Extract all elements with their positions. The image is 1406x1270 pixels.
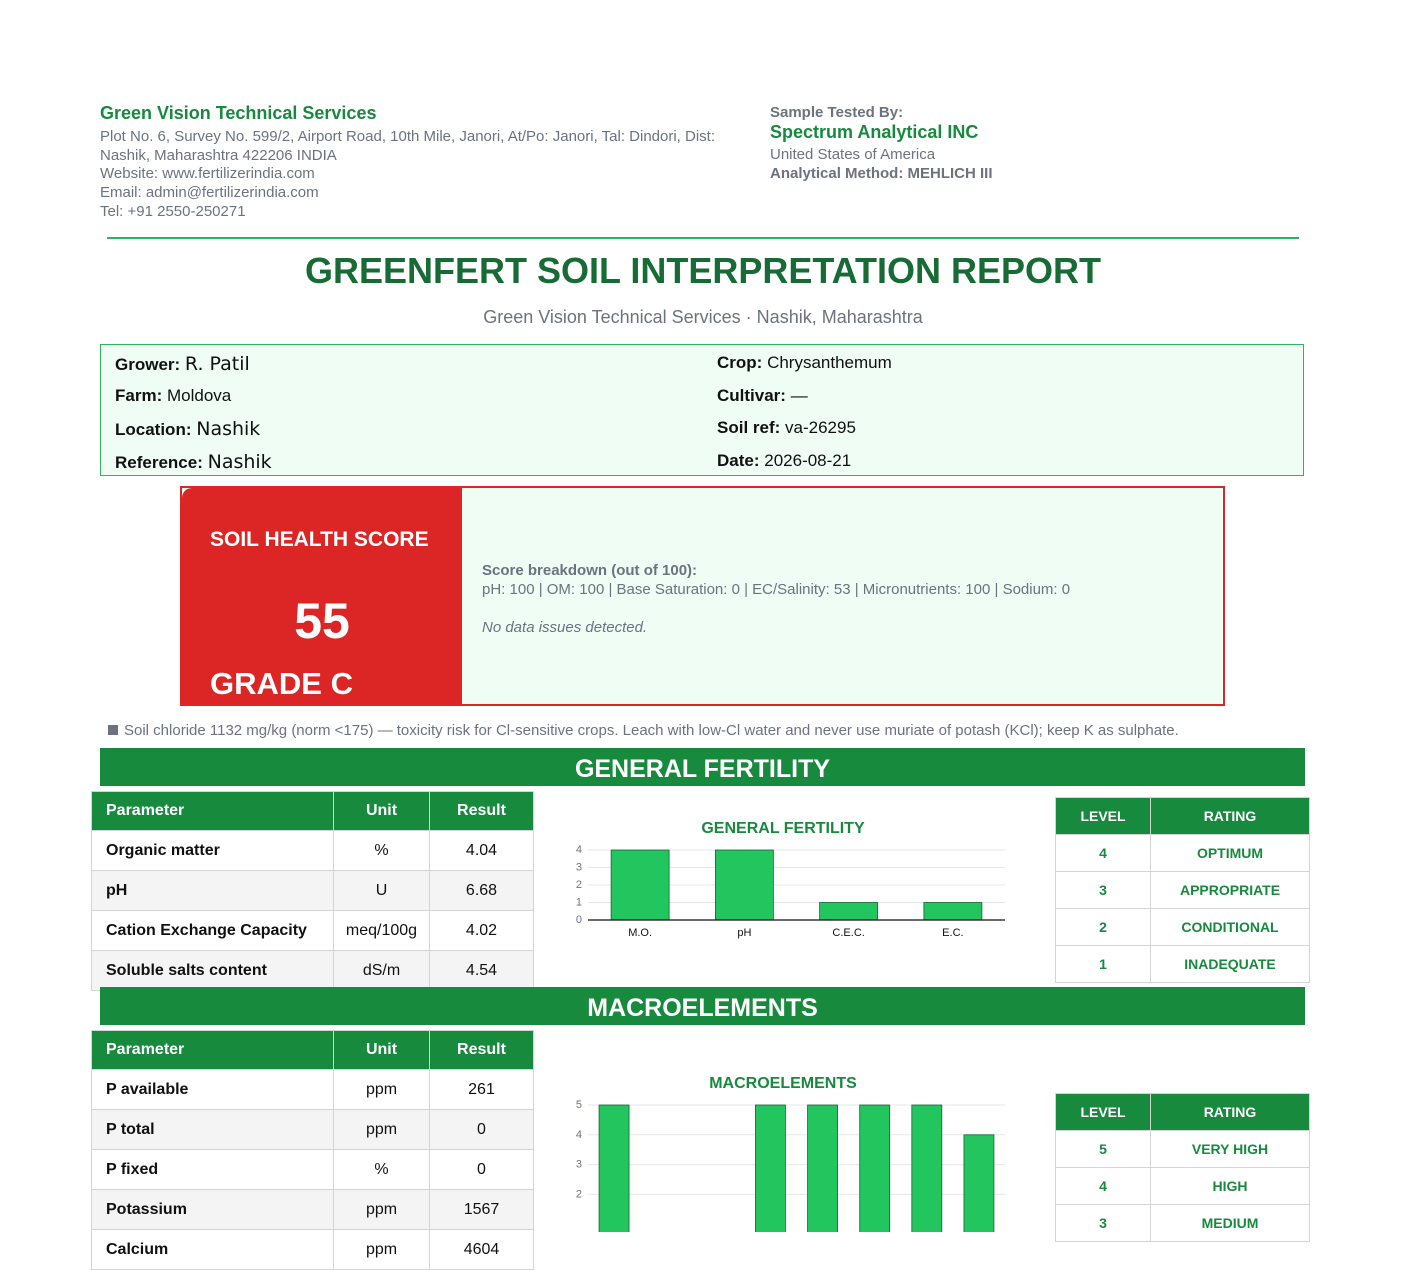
y-tick-label: 3 — [575, 861, 582, 874]
crop-value: Chrysanthemum — [767, 353, 892, 372]
bar — [964, 1135, 994, 1232]
unit-cell: meq/100g — [334, 911, 430, 951]
reference-label: Reference: — [115, 453, 203, 472]
data-issues-note: No data issues detected. — [482, 619, 648, 636]
parameter-cell: Organic matter — [92, 831, 334, 871]
location-label: Location: — [115, 420, 192, 439]
result-cell: 0 — [430, 1150, 534, 1190]
level-row — [1056, 835, 1310, 872]
level-row — [1056, 909, 1310, 946]
col-header-rating: RATING — [1151, 798, 1310, 835]
rating-cell: HIGH — [1151, 1168, 1310, 1205]
table-row — [92, 1190, 534, 1230]
rating-cell: OPTIMUM — [1151, 835, 1310, 872]
parameter-cell: Cation Exchange Capacity — [92, 911, 334, 951]
macroelements-level-table — [1055, 1093, 1310, 1242]
x-tick-label: E.C. — [942, 927, 964, 939]
cultivar-field — [717, 386, 808, 406]
col-header-unit: Unit — [334, 1031, 430, 1070]
result-cell: 0 — [430, 1110, 534, 1150]
company-address: Plot No. 6, Survey No. 599/2, Airport Road, 10th Mile, Janori, At/Po: Janori, Tal: Dindori, Dist: Nashik, Maharashtra 422206 INDIA — [100, 128, 716, 164]
reference-field — [115, 451, 272, 473]
soil-health-score-box — [180, 486, 1225, 706]
section-band-macroelements: MACROELEMENTS — [100, 987, 1305, 1025]
bar — [715, 850, 773, 920]
y-tick-label: 3 — [575, 1158, 582, 1171]
parameter-cell: P available — [92, 1070, 334, 1110]
rating-cell: CONDITIONAL — [1151, 909, 1310, 946]
table-row — [92, 1150, 534, 1190]
rating-cell: APPROPRIATE — [1151, 872, 1310, 909]
company-website: Website: www.fertilizerindia.com — [100, 165, 315, 182]
company-tel: Tel: +91 2550-250271 — [100, 203, 246, 220]
unit-cell: U — [334, 871, 430, 911]
unit-cell: ppm — [334, 1190, 430, 1230]
table-row — [92, 911, 534, 951]
crop-field — [717, 353, 892, 373]
date-field — [717, 451, 851, 471]
general-fertility-level-table — [1055, 797, 1310, 983]
score-breakdown: pH: 100 | OM: 100 | Base Saturation: 0 | EC/Salinity: 53 | Micronutrients: 100 | Sodium: 0 — [482, 581, 1071, 598]
result-cell: 1567 — [430, 1190, 534, 1230]
date-label: Date: — [717, 451, 760, 470]
farm-label: Farm: — [115, 386, 163, 405]
level-cell: 3 — [1056, 1205, 1151, 1242]
table-row — [92, 1110, 534, 1150]
parameter-cell: P total — [92, 1110, 334, 1150]
analytical-method: Analytical Method: MEHLICH III — [770, 165, 993, 182]
score-label: SOIL HEALTH SCORE — [210, 528, 429, 551]
result-cell: 4.54 — [430, 951, 534, 991]
result-cell: 6.68 — [430, 871, 534, 911]
col-header-result: Result — [430, 792, 534, 831]
cultivar-label: Cultivar: — [717, 386, 786, 405]
y-tick-label: 2 — [575, 879, 582, 891]
col-header-parameter: Parameter — [92, 1031, 334, 1070]
col-header-level: LEVEL — [1056, 1094, 1151, 1131]
score-value: 55 — [294, 593, 350, 649]
parameter-cell: Calcium — [92, 1230, 334, 1270]
square-bullet-icon — [108, 725, 118, 735]
score-breakdown-title: Score breakdown (out of 100): — [482, 562, 698, 579]
level-row — [1056, 1168, 1310, 1205]
x-tick-label: M.O. — [628, 927, 653, 939]
x-tick-label: pH — [737, 927, 752, 939]
col-header-result: Result — [430, 1031, 534, 1070]
unit-cell: % — [334, 1150, 430, 1190]
parameter-cell: P fixed — [92, 1150, 334, 1190]
y-tick-label: 1 — [575, 896, 582, 909]
y-tick-label: 4 — [575, 1128, 582, 1141]
parameter-cell: Potassium — [92, 1190, 334, 1230]
table-row — [92, 831, 534, 871]
general-fertility-chart — [560, 840, 1010, 950]
bar — [611, 850, 669, 920]
rating-cell: INADEQUATE — [1151, 946, 1310, 983]
table-row — [92, 871, 534, 911]
farm-field — [115, 386, 231, 406]
general-fertility-table — [91, 791, 534, 991]
farm-value: Moldova — [166, 386, 232, 405]
rating-cell: VERY HIGH — [1151, 1131, 1310, 1168]
y-tick-label: 5 — [575, 1099, 582, 1111]
location-value: Nashik — [196, 418, 261, 440]
result-cell: 4.04 — [430, 831, 534, 871]
lab-name: Spectrum Analytical INC — [770, 122, 979, 142]
col-header-parameter: Parameter — [92, 792, 334, 831]
sample-tested-label: Sample Tested By: — [770, 104, 904, 121]
level-cell: 3 — [1056, 872, 1151, 909]
grower-field — [115, 353, 250, 375]
reference-value: Nashik — [207, 451, 272, 473]
x-tick-label: C.E.C. — [832, 927, 865, 939]
y-tick-label: 4 — [575, 844, 582, 856]
crop-label: Crop: — [717, 353, 763, 372]
report-title: GREENFERT SOIL INTERPRETATION REPORT — [304, 250, 1102, 291]
bar — [808, 1105, 838, 1232]
chloride-warning — [108, 722, 1179, 739]
level-cell: 2 — [1056, 909, 1151, 946]
level-row — [1056, 1205, 1310, 1242]
soil-ref-value: va-26295 — [785, 418, 856, 437]
unit-cell: % — [334, 831, 430, 871]
level-cell: 1 — [1056, 946, 1151, 983]
report-subtitle: Green Vision Technical Services · Nashik, Maharashtra — [483, 307, 923, 327]
y-tick-label: 2 — [575, 1188, 582, 1201]
level-row — [1056, 946, 1310, 983]
level-row — [1056, 1131, 1310, 1168]
result-cell: 261 — [430, 1070, 534, 1110]
col-header-level: LEVEL — [1056, 798, 1151, 835]
company-email: Email: admin@fertilizerindia.com — [100, 184, 319, 201]
soil-ref-field — [717, 418, 856, 438]
unit-cell: ppm — [334, 1230, 430, 1270]
score-grade: GRADE C — [210, 666, 353, 701]
rating-cell: MEDIUM — [1151, 1205, 1310, 1242]
result-cell: 4.02 — [430, 911, 534, 951]
parameter-cell: Soluble salts content — [92, 951, 334, 991]
bar — [599, 1105, 629, 1232]
soil-ref-label: Soil ref: — [717, 418, 781, 437]
grower-label: Grower: — [115, 355, 181, 374]
level-cell: 4 — [1056, 1168, 1151, 1205]
bar — [860, 1105, 890, 1232]
level-row — [1056, 872, 1310, 909]
bar — [912, 1105, 942, 1232]
level-cell: 4 — [1056, 835, 1151, 872]
grower-value: R. Patil — [184, 353, 250, 375]
unit-cell: ppm — [334, 1070, 430, 1110]
location-field — [115, 418, 260, 440]
general-fertility-chart-title: GENERAL FERTILITY — [701, 820, 865, 837]
bar — [924, 903, 982, 921]
table-row — [92, 951, 534, 991]
macroelements-table — [91, 1030, 534, 1270]
chloride-warning-text: Soil chloride 1132 mg/kg (norm <175) — toxicity risk for Cl-sensitive crops. Leach with low-Cl water and never use muriate of potash (KCl); keep K as sulphate. — [124, 722, 1179, 739]
table-row — [92, 1070, 534, 1110]
cultivar-value: — — [790, 386, 808, 405]
macroelements-chart-title: MACROELEMENTS — [709, 1075, 857, 1092]
bar — [755, 1105, 785, 1232]
lab-country: United States of America — [770, 146, 936, 163]
unit-cell: dS/m — [334, 951, 430, 991]
score-panel — [182, 488, 462, 704]
col-header-unit: Unit — [334, 792, 430, 831]
macroelements-chart — [560, 1095, 1010, 1232]
unit-cell: ppm — [334, 1110, 430, 1150]
parameter-cell: pH — [92, 871, 334, 911]
y-tick-label: 0 — [575, 914, 582, 926]
result-cell: 4604 — [430, 1230, 534, 1270]
bar — [820, 903, 878, 921]
col-header-rating: RATING — [1151, 1094, 1310, 1131]
company-name: Green Vision Technical Services — [100, 103, 377, 123]
sample-info-box — [100, 344, 1304, 476]
section-band-general-fertility: GENERAL FERTILITY — [100, 748, 1305, 786]
date-value: 2026-08-21 — [764, 451, 852, 470]
header-divider — [107, 237, 1299, 239]
level-cell: 5 — [1056, 1131, 1151, 1168]
table-row — [92, 1230, 534, 1270]
